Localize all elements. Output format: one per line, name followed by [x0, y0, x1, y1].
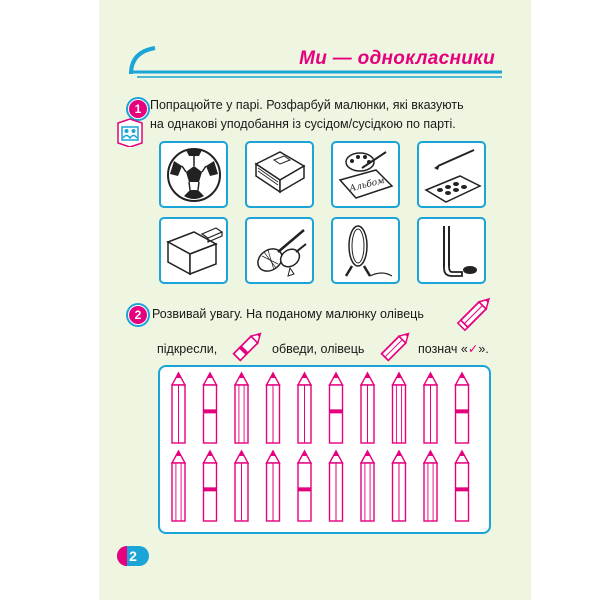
pencil-drawing[interactable] [172, 451, 185, 521]
box-icon [164, 222, 224, 279]
task-number-1: 1 [126, 97, 150, 121]
task1-instruction-line1: Попрацюйте у парі. Розфарбуй малюнки, які вказують [150, 98, 464, 112]
pencil-drawing[interactable] [456, 451, 469, 521]
pencil-icon-b [226, 330, 264, 368]
picture-box[interactable] [159, 217, 228, 284]
pencil-drawing[interactable] [204, 451, 217, 521]
pencils-grid [160, 367, 489, 532]
checkmark-symbol: ✓ [467, 342, 479, 356]
pencil-drawing[interactable] [235, 373, 248, 443]
task1-instruction-line2: на однакові уподобання із сусідом/сусідкою по парті. [150, 117, 456, 131]
pencils-panel [158, 365, 491, 534]
pencil-drawing[interactable] [267, 451, 280, 521]
pencil-drawing[interactable] [330, 373, 343, 443]
picture-jump-rope[interactable] [331, 217, 400, 284]
task2-instruction-mark: познач «✓». [418, 342, 489, 356]
pencil-drawing[interactable] [298, 373, 311, 443]
pencil-drawing[interactable] [330, 451, 343, 521]
book-icon [250, 146, 310, 203]
picture-hockey-stick[interactable] [417, 217, 486, 284]
pencil-drawing[interactable] [298, 451, 311, 521]
pencil-icon-a [452, 296, 492, 336]
pencil-drawing[interactable] [424, 451, 437, 521]
pencil-drawing[interactable] [172, 373, 185, 443]
paint-box-icon [422, 146, 482, 203]
picture-soccer-ball[interactable] [159, 141, 228, 208]
picture-book[interactable] [245, 141, 314, 208]
pencil-drawing[interactable] [393, 451, 406, 521]
pencil-drawing[interactable] [267, 373, 280, 443]
task2-instruction-line1: Розвивай увагу. На поданому малюнку олівець [152, 307, 424, 321]
pencil-drawing[interactable] [361, 373, 374, 443]
task2-instruction-underline: підкресли, [157, 342, 218, 356]
pencil-drawing[interactable] [456, 373, 469, 443]
page-number-badge: 2 [117, 546, 149, 566]
pencil-icon-c [374, 330, 412, 368]
task2-instruction-circle: обведи, олівець [272, 342, 365, 356]
svg-text:Альбом: Альбом [348, 175, 386, 195]
pair-work-icon [116, 117, 144, 147]
pencil-drawing[interactable] [424, 373, 437, 443]
pencil-drawing[interactable] [204, 373, 217, 443]
badminton-icon [250, 222, 310, 279]
pencil-drawing[interactable] [393, 373, 406, 443]
pencil-drawing[interactable] [361, 451, 374, 521]
soccer-ball-icon [164, 146, 224, 203]
jump-rope-icon [336, 222, 396, 279]
picture-paints-album[interactable] [331, 141, 400, 208]
page-title: Ми — однокласники [299, 48, 495, 69]
task-number-2: 2 [126, 303, 150, 327]
pencil-drawing[interactable] [235, 451, 248, 521]
picture-badminton[interactable] [245, 217, 314, 284]
picture-paint-box[interactable] [417, 141, 486, 208]
paints-album-icon [336, 146, 396, 203]
hockey-stick-icon [422, 222, 482, 279]
